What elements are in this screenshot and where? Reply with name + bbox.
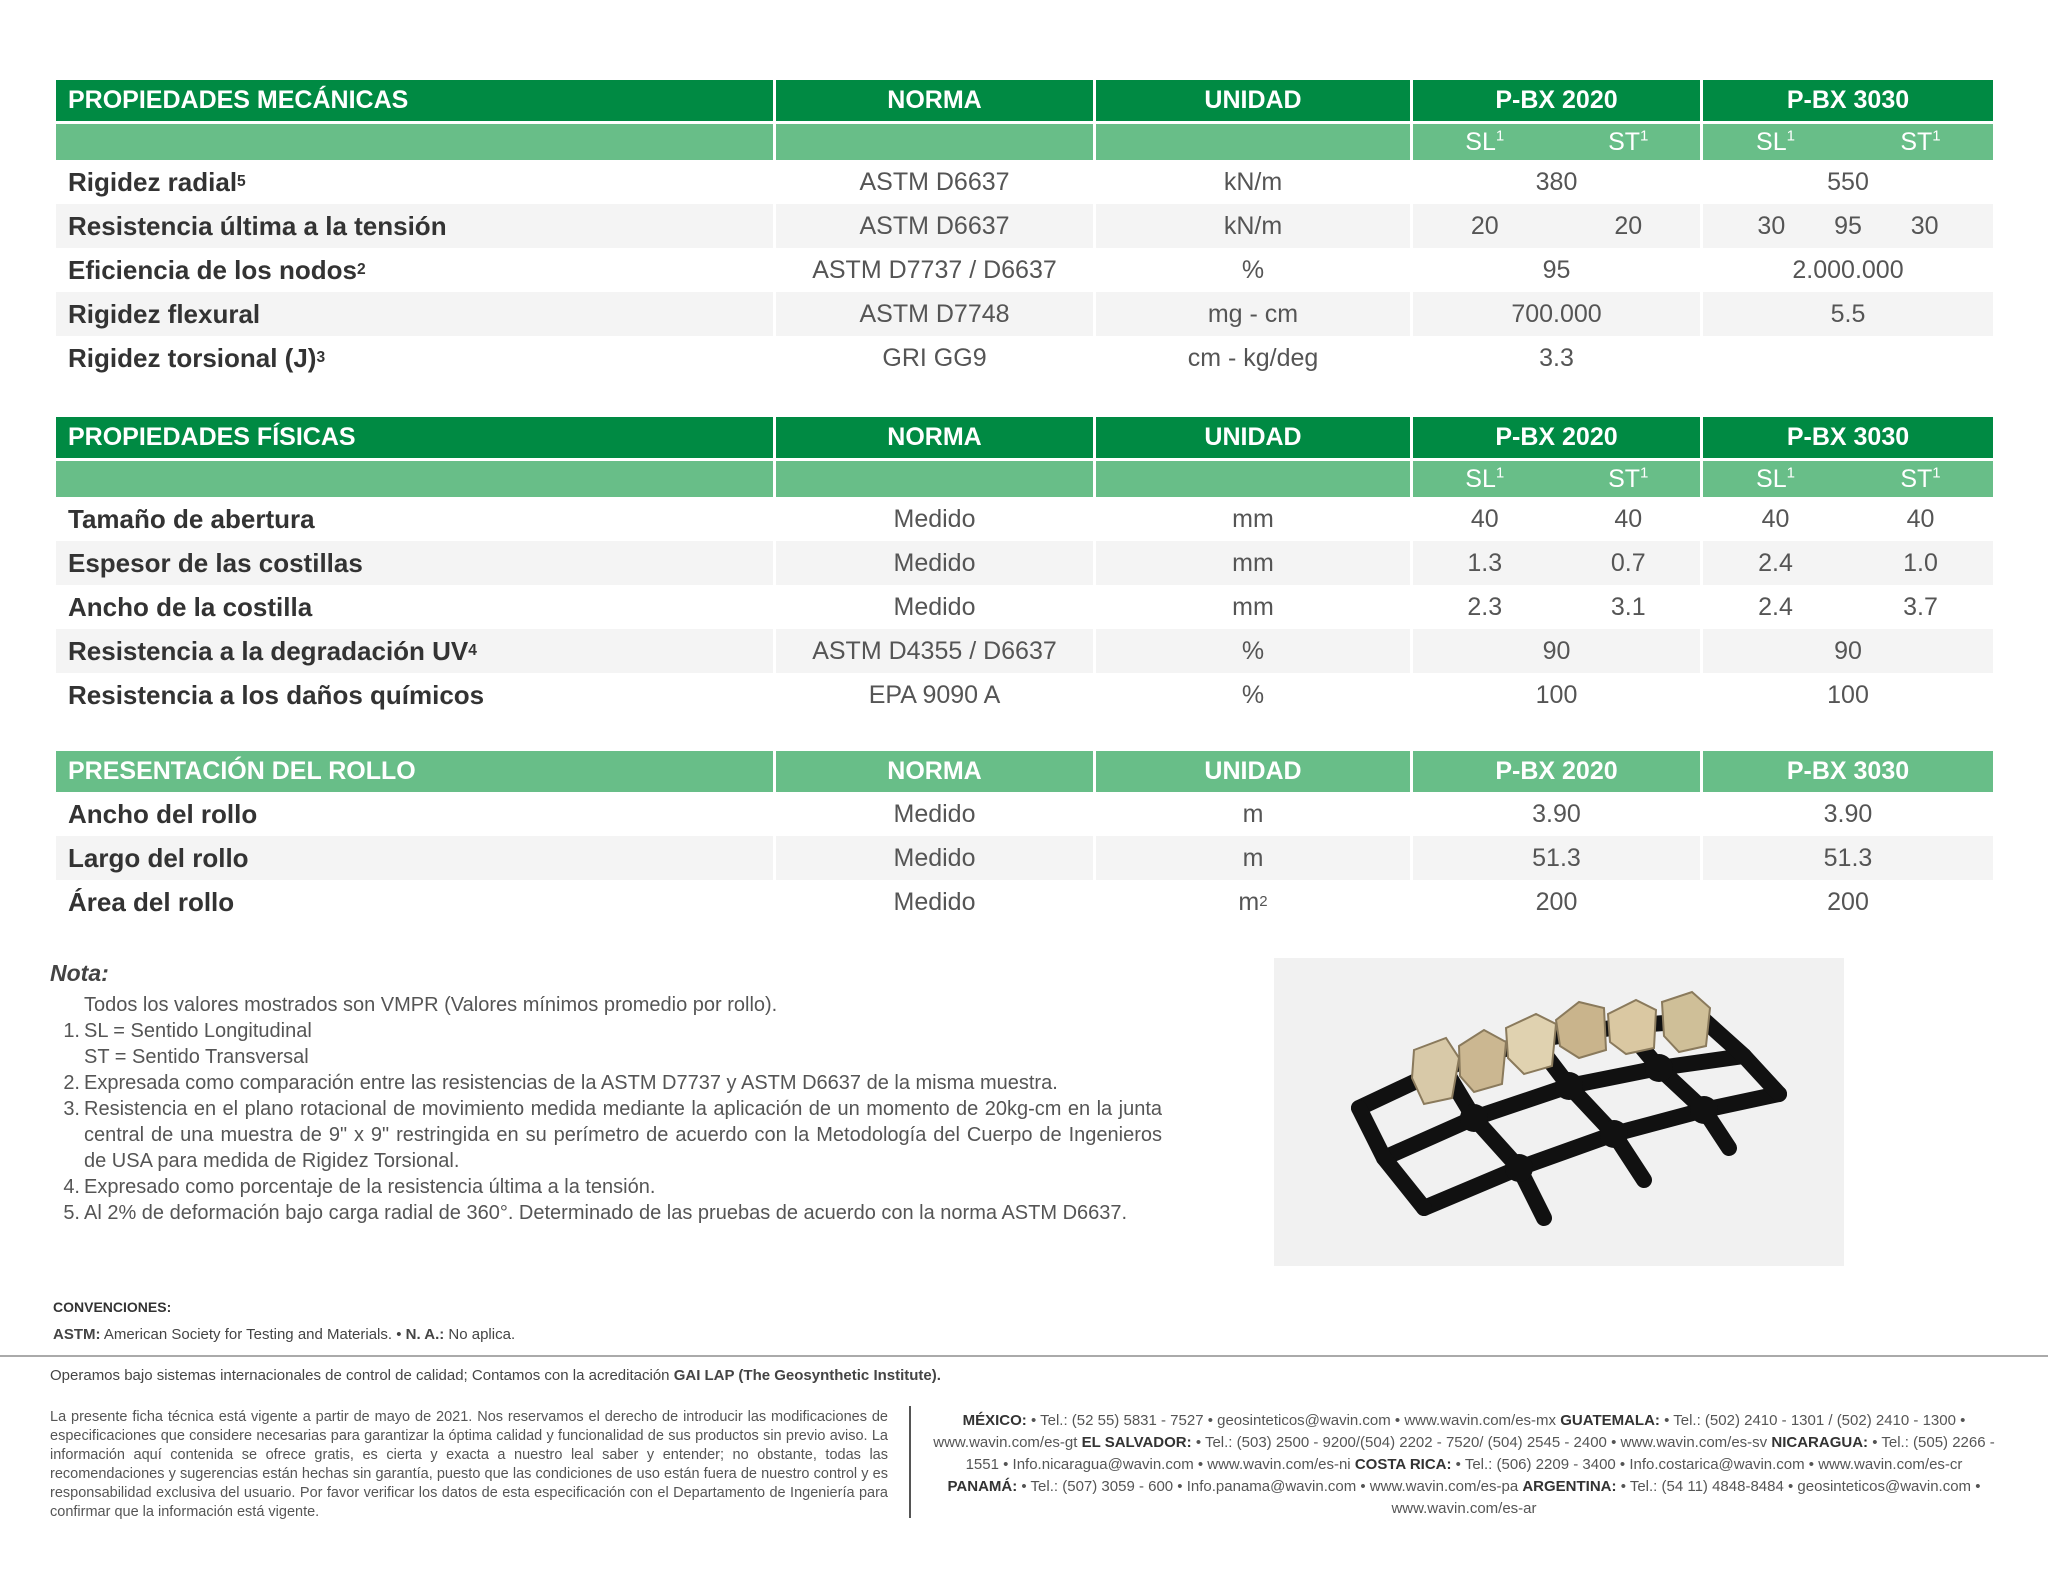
table-row: Eficiencia de los nodos 2 ASTM D7737 / D6637 % 95 2.000.000	[56, 248, 1993, 292]
table-row: Resistencia a los daños químicos EPA 9090 A % 100 100	[56, 673, 1993, 717]
note-item: 2. Expresada como comparación entre las resistencias de la ASTM D7737 y ASTM D6637 de la misma muestra.	[63, 1072, 1058, 1094]
geogrid-product-photo	[1274, 958, 1844, 1266]
vertical-divider	[909, 1406, 911, 1518]
quality-statement: Operamos bajo sistemas internacionales de control de calidad; Contamos con la acreditación GAI LAP (The Geosynthetic Institute).	[50, 1367, 941, 1384]
sl-label: $SL^1$	[1756, 464, 1795, 493]
table-row: Espesor de las costillas Medido mm 1.3 0.7 2.4 1.0	[56, 541, 1993, 585]
note-item: 4. Expresado como porcentaje de la resistencia última a la tensión.	[63, 1176, 656, 1198]
st-label: $ST^1$	[1608, 127, 1649, 156]
note-item: 5. Al 2% de deformación bajo carga radial de 360°. Determinado de las pruebas de acuerdo con la norma ASTM D6637.	[63, 1202, 1128, 1224]
table-header: PRESENTACIÓN DEL ROLLO NORMA UNIDAD P-BX 2020 P-BX 3030	[56, 751, 1993, 795]
notes-list	[50, 992, 1162, 1226]
mechanical-properties-table	[56, 80, 1993, 380]
header-pbx2020: P-BX 2020	[1413, 80, 1703, 124]
physical-properties-table	[56, 417, 1993, 717]
divider	[0, 1355, 2048, 1357]
header-unidad: UNIDAD	[1096, 80, 1413, 124]
sl-label: $SL^1$	[1465, 464, 1505, 493]
st-label: $ST^1$	[1900, 127, 1941, 156]
note-item: 3. Resistencia en el plano rotacional de movimiento medida mediante la aplicación de un momento de 20kg-cm en la junta central de una muestra de 9" x 9" restringida en su perímetro de acuerdo con la Metodología del Cuerpo de Ingenieros de USA para medida de Rigidez Torsional.	[63, 1098, 1162, 1172]
note-intro: Todos los valores mostrados son VMPR (Valores mínimos promedio por rollo).	[84, 994, 778, 1016]
table-row: Rigidez flexural ASTM D7748 mg - cm 700.000 5.5	[56, 292, 1993, 336]
table-subheader	[56, 461, 1993, 497]
st-label: $ST^1$	[1900, 464, 1941, 493]
conventions-text: ASTM: American Society for Testing and Materials. • N. A.: No aplica.	[53, 1326, 516, 1343]
table-row: Rigidez radial 5 ASTM D6637 kN/m 380 550	[56, 160, 1993, 204]
table-row: Ancho del rollo Medido m 3.90 3.90	[56, 792, 1993, 836]
table-header	[56, 80, 1993, 124]
table-subheader	[56, 124, 1993, 160]
sl-label: $SL^1$	[1756, 127, 1795, 156]
table-row: Resistencia a la degradación UV 4 ASTM D4355 / D6637 % 90 90	[56, 629, 1993, 673]
table-row: Área del rollo Medido m 2 200 200	[56, 880, 1993, 924]
conventions-title: CONVENCIONES:	[53, 1299, 172, 1315]
legal-disclaimer: La presente ficha técnica está vigente a partir de mayo de 2021. Nos reservamos el derecho de introducir las modificaciones de especificaciones que considere necesarias para garantizar la óptima calidad y funcionalidad de sus productos sin previo aviso. La información aquí contenida se ofrece gratis, es cierta y exacta a nuestro leal saber y entender; no obstante, todas las recomendaciones y sugerencias están hechas sin garantía, puesto que las condiciones de uso están fuera de nuestro control y es responsabilidad exclusiva del usuario. Por favor verificar los datos de esta especificación con el Departamento de Ingeniería para confirmar que la información está vigente.	[50, 1409, 888, 1520]
table-row: Ancho de la costilla Medido mm 2.3 3.1 2.4 3.7	[56, 585, 1993, 629]
st-label: $ST^1$	[1608, 464, 1649, 493]
table-row: Tamaño de abertura Medido mm 40 40 40 40	[56, 497, 1993, 541]
header-property: PROPIEDADES MECÁNICAS	[56, 80, 776, 124]
header-pbx3030: P-BX 3030	[1703, 80, 1993, 124]
table-row: Rigidez torsional (J) 3 GRI GG9 cm - kg/deg 3.3	[56, 336, 1993, 380]
geogrid-illustration	[1274, 958, 1844, 1266]
roll-presentation-table	[56, 751, 1993, 924]
table-row: Resistencia última a la tensión ASTM D6637 kN/m 20 20 30 95 30	[56, 204, 1993, 248]
header-norma: NORMA	[776, 80, 1096, 124]
table-header: PROPIEDADES FÍSICAS NORMA UNIDAD P-BX 2020 P-BX 3030	[56, 417, 1993, 461]
contact-info: MÉXICO: • Tel.: (52 55) 5831 - 7527 • geosinteticos@wavin.com • www.wavin.com/es-mx GUATEMALA: • Tel.: (502) 2410 - 1301 / (502) 2410 - 1300 • www.wavin.com/es-gt EL SALVADOR: • Tel.: (503) 2500 - 9200/(504) 2202 - 7520/ (504) 2545 - 2400 • www.wavin.com/es-sv NICARAGUA: • Tel.: (505) 2266 - 1551 • Info.nicaragua@wavin.com • www.wavin.com/es-ni COSTA RICA: • Tel.: (506) 2209 - 3400 • Info.costarica@wavin.com • www.wavin.com/es-cr PANAMÁ: • Tel.: (507) 3059 - 600 • Info.panama@wavin.com • www.wavin.com/es-pa ARGENTINA: • Tel.: (54 11) 4848-8484 • geosinteticos@wavin.com • www.wavin.com/es-ar	[933, 1412, 1995, 1517]
sl-label: $SL^1$	[1465, 127, 1505, 156]
notes-title: Nota:	[50, 960, 109, 986]
note-item: 1. SL = Sentido Longitudinal ST = Sentido Transversal	[63, 1020, 312, 1068]
table-row: Largo del rollo Medido m 51.3 51.3	[56, 836, 1993, 880]
